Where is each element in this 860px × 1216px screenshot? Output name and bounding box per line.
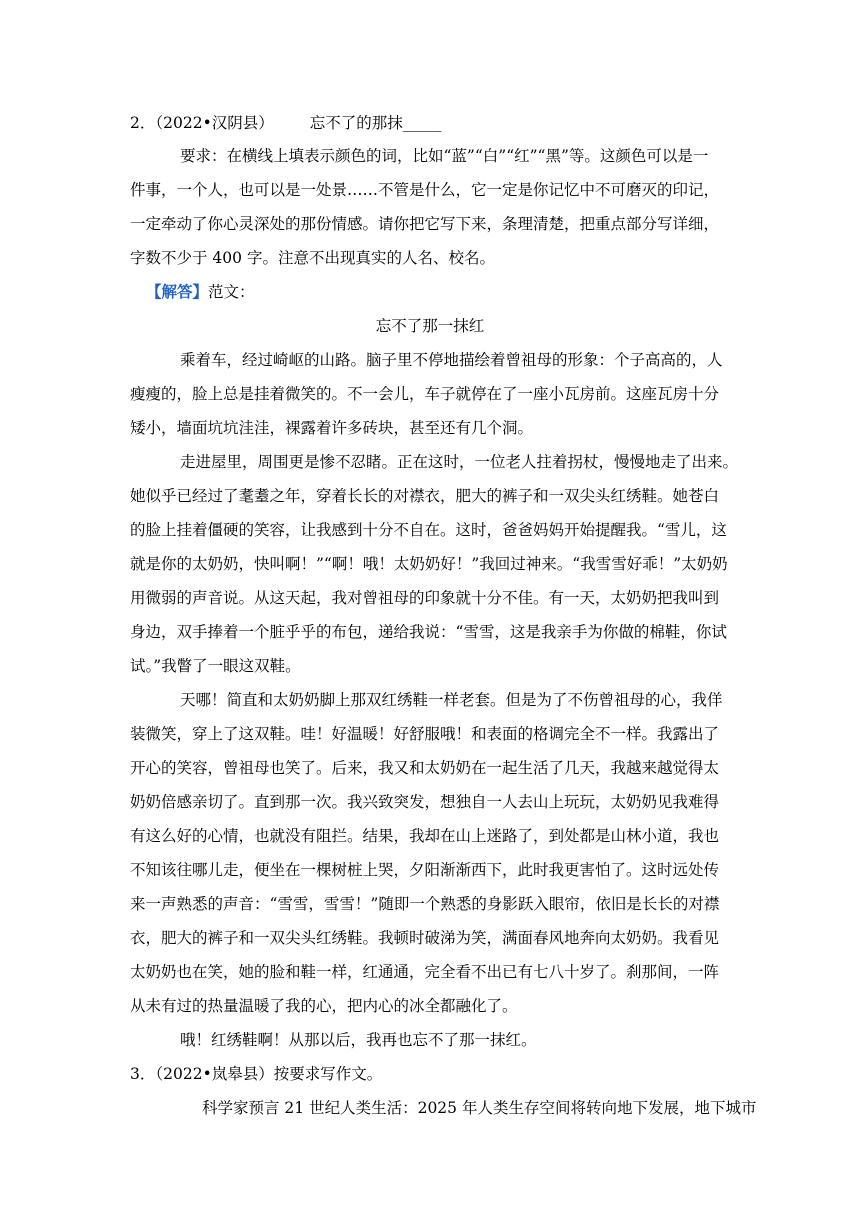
paragraph-3-line-7: 来一声熟悉的声音：“雪雪，雪雪！”随即一个熟悉的身影跃入眼帘，依旧是长长的对襟 [130,895,720,913]
paragraph-1-line-1: 乘着车，经过崎岖的山路。脑子里不停地描绘着曾祖母的形象：个子高高的，人 [180,351,723,369]
question-title: 忘不了的那抹_____ [309,114,442,132]
paragraph-3-line-10: 从未有过的热量温暖了我的心，把内心的冰全都融化了。 [130,997,518,1015]
paragraph-1-line-2: 瘦瘦的，脸上总是挂着微笑的。不一会儿，车子就停在了一座小瓦房前。这座瓦房十分 [130,385,720,403]
paragraph-3-line-8: 衣，肥大的裤子和一双尖头红绣鞋。我顿时破涕为笑，满面春风地奔向太奶奶。我看见 [130,929,720,947]
paragraph-4-line-1: 哦！红绣鞋啊！从那以后，我再也忘不了那一抹红。 [180,1031,537,1049]
requirement-line-1: 要求：在横线上填表示颜色的词，比如“蓝”“白”“红”“黑”等。这颜色可以是一 [180,147,709,165]
paragraph-2-line-4: 就是你的太奶奶，快叫啊！”“啊！哦！太奶奶好！”我回过神来。“我雪雪好乖！”太奶奶 [130,555,728,573]
paragraph-3-line-5: 有这么好的心情，也就没有阻拦。结果，我却在山上迷路了，到处都是山林小道，我也 [130,827,720,845]
paragraph-3-line-6: 不知该往哪儿走，便坐在一棵树桩上哭，夕阳渐渐西下，此时我更害怕了。这时远处传 [130,861,720,879]
paragraph-3-line-4: 奶奶倍感亲切了。直到那一次。我兴致突发，想独自一人去山上玩玩，太奶奶见我难得 [130,793,720,811]
paragraph-3-line-9: 太奶奶也在笑，她的脸和鞋一样，红通通，完全看不出已有七八十岁了。刹那间，一阵 [130,963,720,981]
requirement-line-4: 字数不少于 400 字。注意不出现真实的人名、校名。 [130,249,495,267]
paragraph-3-line-1: 天哪！简直和太奶奶脚上那双红绣鞋一样老套。但是为了不伤曾祖母的心，我佯 [180,691,723,709]
paragraph-2-line-1: 走进屋里，周围更是惨不忍睹。正在这时，一位老人拄着拐杖，慢慢地走了出来。 [180,453,739,471]
question-source: （2022•汉阴县） [155,114,274,132]
essay-title: 忘不了那一抹红 [375,317,485,335]
paragraph-2-line-6: 身边，双手捧着一个脏乎乎的布包，递给我说：“雪雪，这是我亲手为你做的棉鞋，你试 [130,623,727,641]
requirement-line-2: 件事，一个人，也可以是一处景……不管是什么，它一定是你记忆中不可磨灭的印记， [130,181,720,199]
paragraph-3-line-3: 开心的笑容，曾祖母也笑了。后来，我又和太奶奶在一起生活了几天，我越来越觉得太 [130,759,720,777]
question-source: （2022•岚皋县） [155,1065,274,1083]
paragraph-2-line-3: 的脸上挂着僵硬的笑容，让我感到十分不自在。这时，爸爸妈妈开始提醒我。“雪儿，这 [130,521,727,539]
paragraph-2-line-2: 她似乎已经过了耄耋之年，穿着长长的对襟衣，肥大的裤子和一双尖头红绣鞋。她苍白 [130,487,720,505]
paragraph-1-line-3: 矮小，墙面坑坑洼洼，裸露着许多砖块，甚至还有几个洞。 [130,419,534,437]
question-3-header [130,1064,382,1084]
question-3-line-1: 科学家预言 21 世纪人类生活：2025 年人类生存空间将转向地下发展，地下城市 [202,1099,757,1117]
paragraph-2-line-7: 试。”我瞥了一眼这双鞋。 [130,657,301,675]
answer-tag: 【解答】 [146,282,209,301]
paragraph-3-line-2: 装微笑，穿上了这双鞋。哇！好温暖！好舒服哦！和表面的格调完全不一样。我露出了 [130,725,720,743]
question-text: 按要求写作文。 [273,1065,383,1083]
requirement-line-3: 一定牵动了你心灵深处的那份情感。请你把它写下来，条理清楚，把重点部分写详细， [130,215,720,233]
paragraph-2-line-5: 用微弱的声音说。从这天起，我对曾祖母的印象就十分不佳。有一天，太奶奶把我叫到 [130,589,720,607]
question-number: 3． [130,1065,156,1083]
question-number: 2． [130,114,156,132]
answer-label [146,282,255,302]
question-2-header [130,113,441,133]
answer-text: 范文： [208,283,255,301]
